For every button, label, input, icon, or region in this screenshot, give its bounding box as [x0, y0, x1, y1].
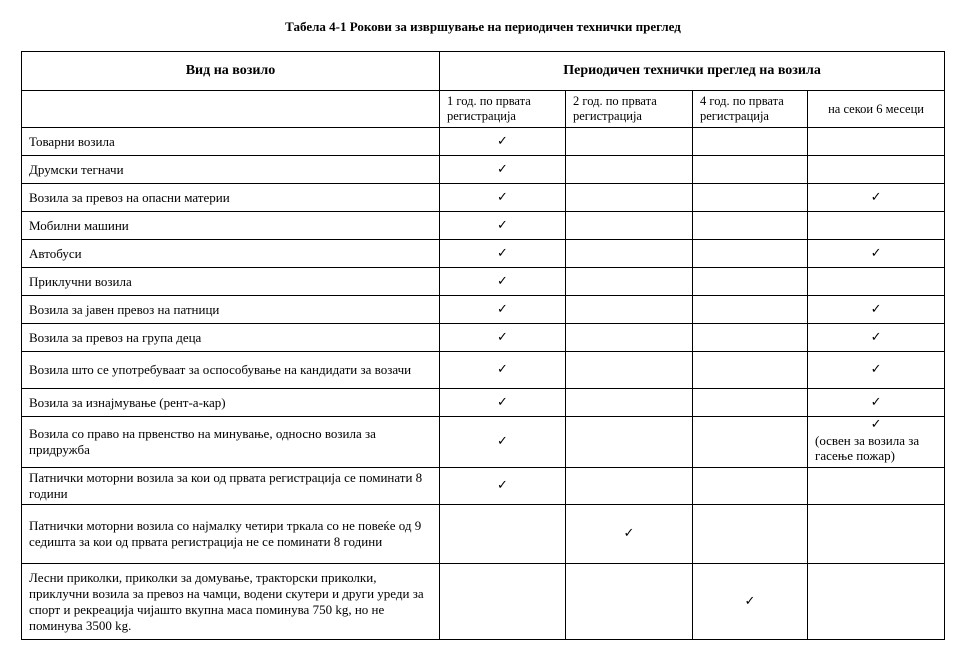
header-period-2y: 2 год. по првата регистрација — [566, 91, 693, 128]
check-cell-6m — [808, 212, 945, 240]
check-cell-2y — [566, 564, 693, 640]
check-cell-6m — [808, 417, 945, 468]
table-row — [22, 128, 945, 156]
check-cell-4y — [693, 268, 808, 296]
table-caption: Табела 4-1 Рокови за извршување на периодичен технички преглед — [285, 19, 681, 34]
vehicle-type-cell: Патнички моторни возила за кои од првата регистрација се поминати 8 години — [22, 468, 440, 505]
check-cell-4y — [693, 468, 808, 505]
check-cell-6m: ✓ — [808, 324, 945, 352]
table-row — [22, 212, 945, 240]
table-row — [22, 505, 945, 564]
check-cell-1y: ✓ — [440, 296, 566, 324]
check-cell-4y — [693, 212, 808, 240]
check-cell-2y — [566, 240, 693, 268]
table-row — [22, 468, 945, 505]
check-cell-4y — [693, 156, 808, 184]
check-cell-6m — [808, 468, 945, 505]
header-period-1y: 1 год. по првата регистрација — [440, 91, 566, 128]
check-cell-1y — [440, 564, 566, 640]
table-row — [22, 156, 945, 184]
check-cell-1y: ✓ — [440, 240, 566, 268]
check-cell-1y: ✓ — [440, 352, 566, 389]
check-cell-1y: ✓ — [440, 389, 566, 417]
table-row — [22, 564, 945, 640]
header-empty-cell — [22, 91, 440, 128]
vehicle-type-cell: Автобуси — [22, 240, 440, 268]
check-cell-4y — [693, 296, 808, 324]
vehicle-type-cell: Возила што се употребуваат за оспособување на кандидати за возачи — [22, 352, 440, 389]
header-periodic-inspection: Периодичен технички преглед на возила — [440, 52, 945, 91]
check-cell-2y — [566, 268, 693, 296]
header-period-4y: 4 год. по првата регистрација — [693, 91, 808, 128]
check-cell-2y — [566, 184, 693, 212]
check-cell-2y: ✓ — [566, 505, 693, 564]
check-cell-2y — [566, 468, 693, 505]
check-cell-1y: ✓ — [440, 324, 566, 352]
header-vehicle-type: Вид на возило — [22, 52, 440, 91]
check-cell-4y: ✓ — [693, 564, 808, 640]
vehicle-type-cell: Возила за јавен превоз на патници — [22, 296, 440, 324]
check-cell-1y: ✓ — [440, 156, 566, 184]
check-cell-6m — [808, 128, 945, 156]
check-cell-4y — [693, 240, 808, 268]
check-cell-6m: ✓ — [808, 296, 945, 324]
table-row — [22, 296, 945, 324]
check-cell-4y — [693, 417, 808, 468]
table-row — [22, 268, 945, 296]
check-cell-6m — [808, 564, 945, 640]
check-cell-1y: ✓ — [440, 268, 566, 296]
check-cell-1y: ✓ — [440, 212, 566, 240]
vehicle-type-cell: Патнички моторни возила со најмалку четири тркала со не повеќе од 9 седишта за кои од првата регистрација не се поминати 8 години — [22, 505, 440, 564]
check-cell-4y — [693, 352, 808, 389]
table-row — [22, 324, 945, 352]
header-row-periods — [22, 91, 945, 128]
check-cell-2y — [566, 352, 693, 389]
vehicle-type-cell: Друмски тегначи — [22, 156, 440, 184]
exception-note: (освен за возила за гасење пожар) — [815, 433, 920, 463]
check-cell-6m — [808, 505, 945, 564]
table-row — [22, 352, 945, 389]
header-period-6m: на секои 6 месеци — [808, 91, 945, 128]
check-cell-1y: ✓ — [440, 417, 566, 468]
check-cell-1y: ✓ — [440, 468, 566, 505]
check-cell-2y — [566, 417, 693, 468]
check-cell-6m — [808, 156, 945, 184]
vehicle-type-cell: Возила за превоз на група деца — [22, 324, 440, 352]
vehicle-type-cell: Мобилни машини — [22, 212, 440, 240]
check-cell-6m: ✓ — [808, 389, 945, 417]
table-row — [22, 417, 945, 468]
check-cell-4y — [693, 184, 808, 212]
check-mark: ✓ — [870, 417, 882, 432]
check-cell-4y — [693, 389, 808, 417]
check-cell-1y: ✓ — [440, 184, 566, 212]
header-row-main — [22, 52, 945, 91]
check-cell-2y — [566, 128, 693, 156]
vehicle-type-cell: Приклучни возила — [22, 268, 440, 296]
check-cell-2y — [566, 389, 693, 417]
table-row — [22, 184, 945, 212]
table-row — [22, 240, 945, 268]
vehicle-type-cell: Возила со право на првенство на минување, односно возила за придружба — [22, 417, 440, 468]
check-cell-4y — [693, 324, 808, 352]
check-cell-1y — [440, 505, 566, 564]
vehicle-type-cell: Возила за изнајмување (рент-а-кар) — [22, 389, 440, 417]
vehicle-type-cell: Товарни возила — [22, 128, 440, 156]
check-cell-4y — [693, 128, 808, 156]
check-cell-2y — [566, 156, 693, 184]
check-cell-6m: ✓ — [808, 352, 945, 389]
vehicle-type-cell: Лесни приколки, приколки за домување, тракторски приколки, приклучни возила за превоз на чамци, водени скутери и други уреди за спорт и рекреација чијашто вкупна маса поминува 750 kg, но не поминува 3500 kg. — [22, 564, 440, 640]
check-cell-1y: ✓ — [440, 128, 566, 156]
check-cell-2y — [566, 296, 693, 324]
check-cell-6m: ✓ — [808, 184, 945, 212]
vehicle-type-cell: Возила за превоз на опасни материи — [22, 184, 440, 212]
check-cell-6m — [808, 268, 945, 296]
inspection-periods-table — [21, 51, 945, 640]
check-cell-6m: ✓ — [808, 240, 945, 268]
table-row — [22, 389, 945, 417]
check-cell-4y — [693, 505, 808, 564]
check-cell-2y — [566, 324, 693, 352]
check-cell-2y — [566, 212, 693, 240]
